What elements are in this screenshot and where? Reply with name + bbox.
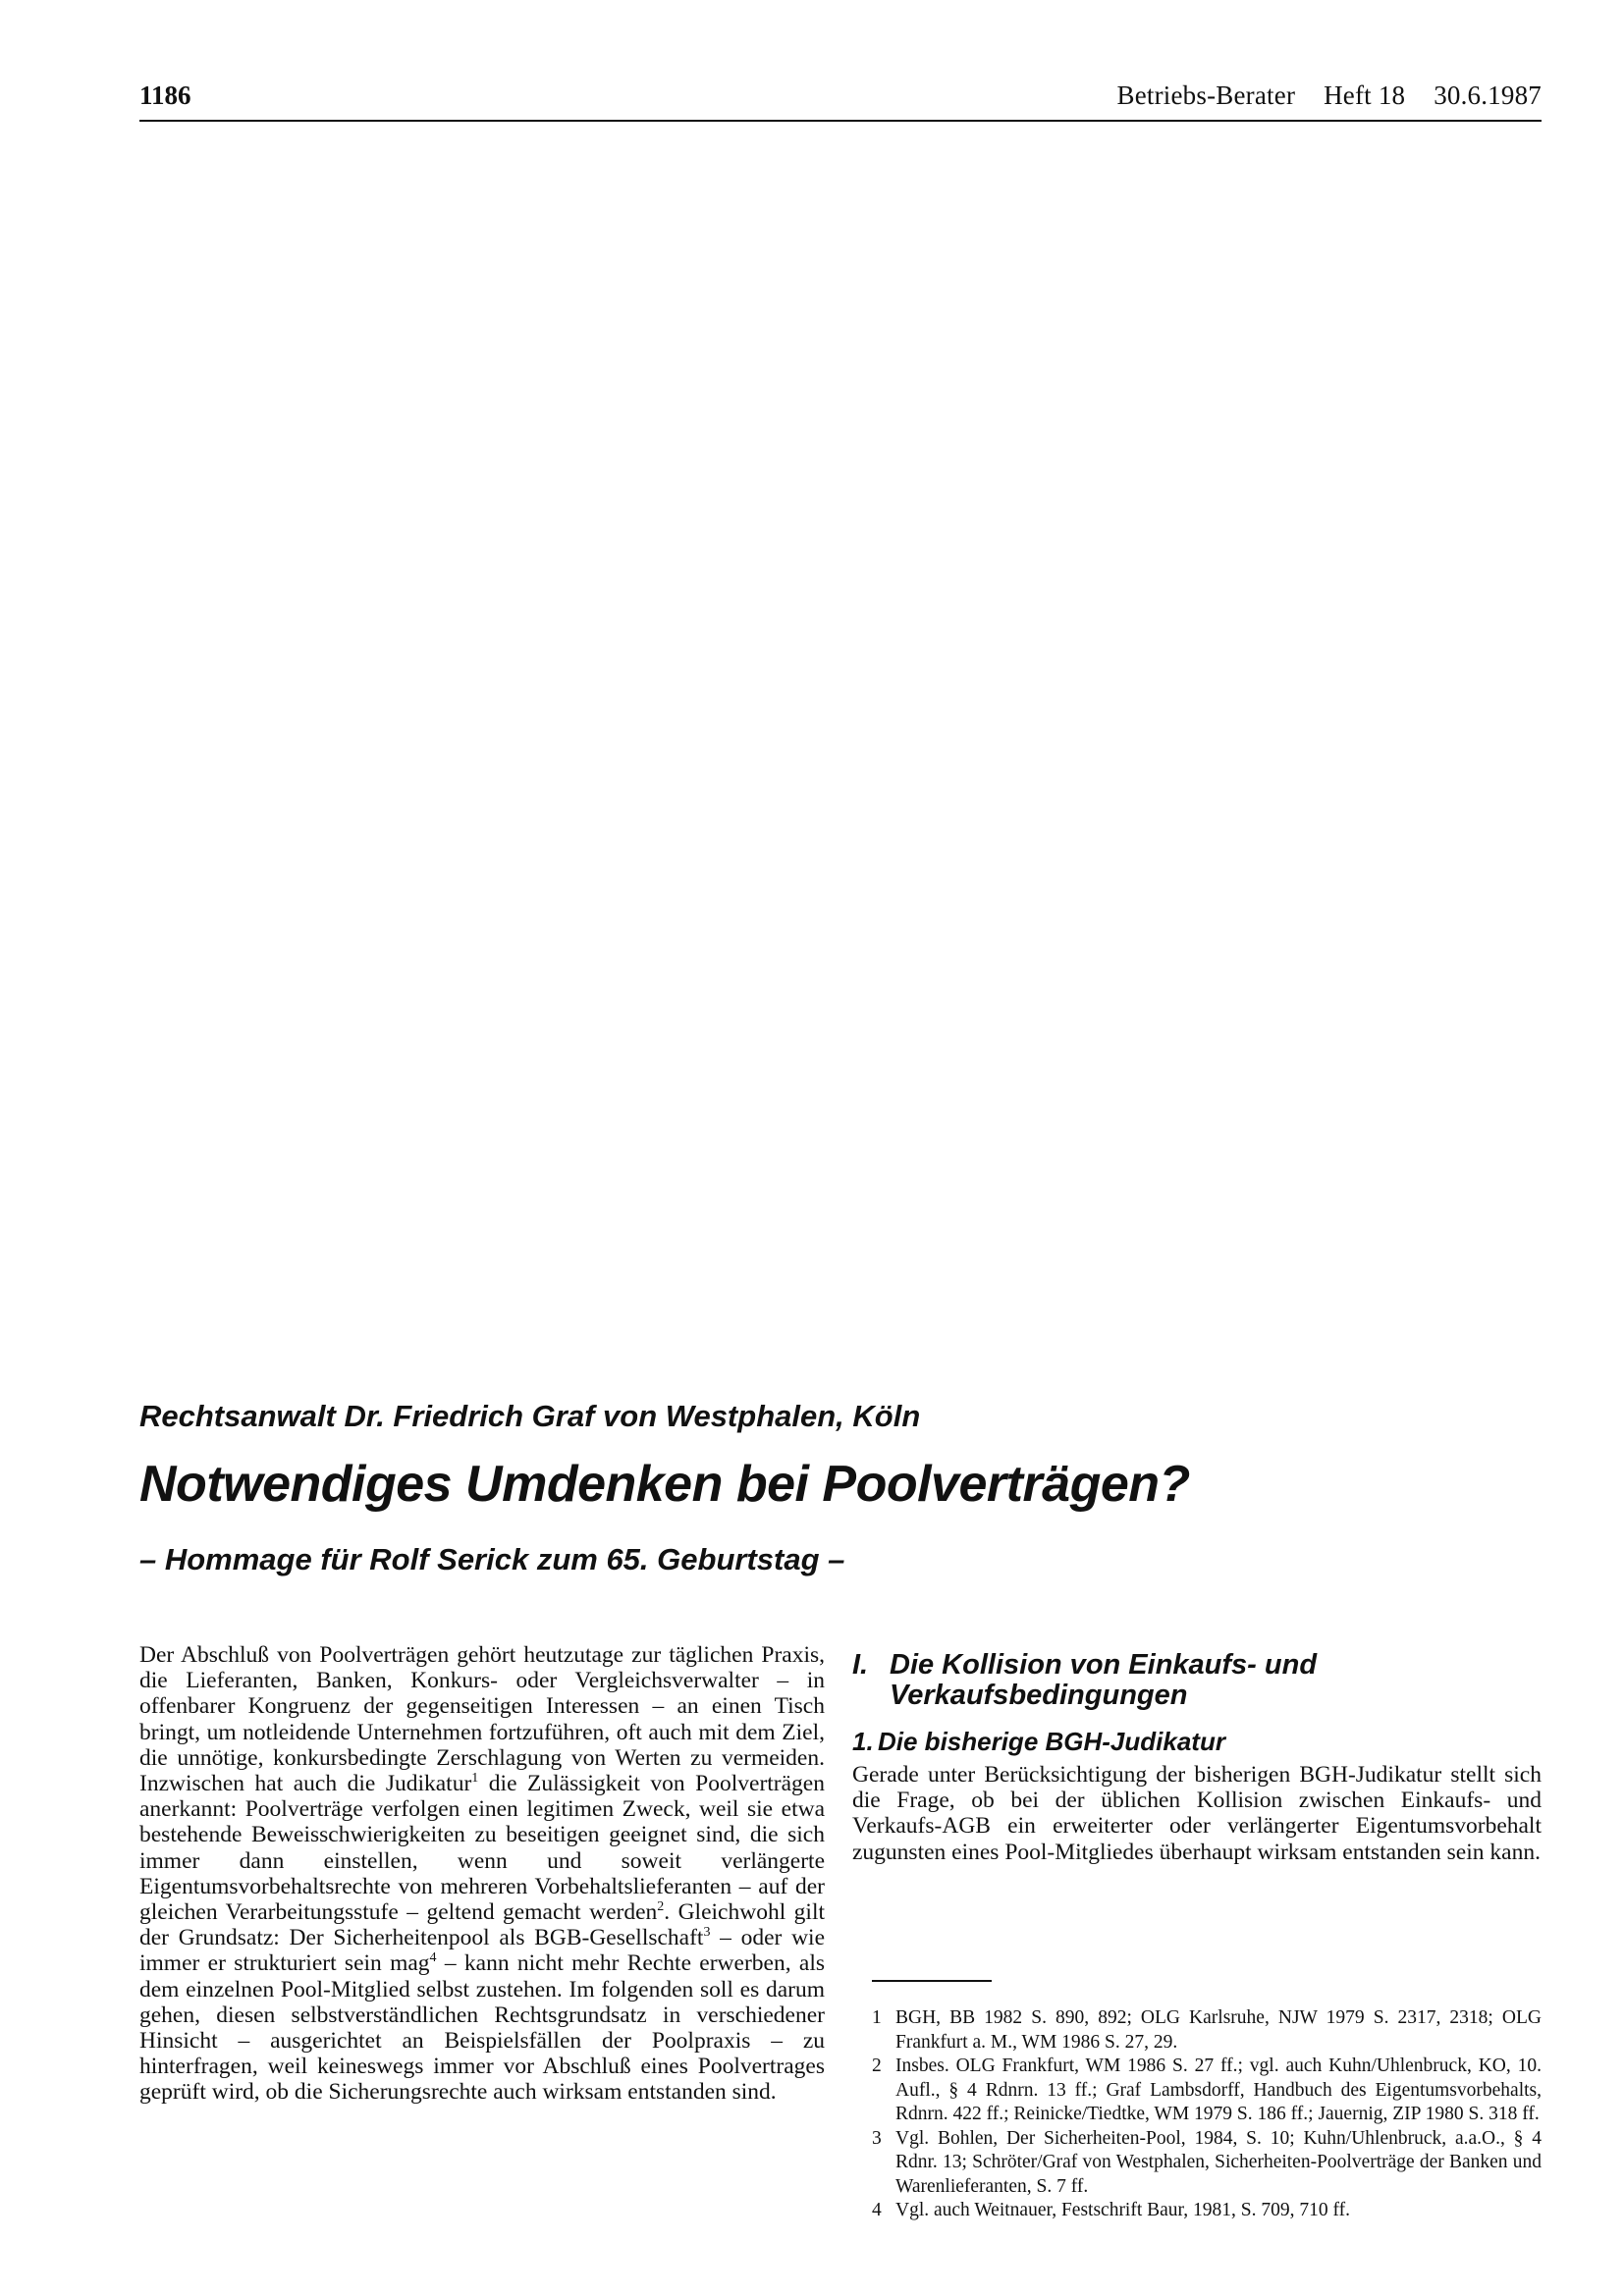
footnote-text: Vgl. auch Weitnauer, Festschrift Baur, 1981, S. 709, 710 ff. <box>895 2200 1350 2220</box>
section-number: I. <box>852 1649 869 1681</box>
intro-text-2: die Zulässigkeit von Poolverträgen anerkannt: Poolverträge verfolgen einen legitimen Zweck, weil sie etwa bestehende Beweisschwierigkeiten zu beseitigen geeignet sind, die sich immer dann einstellen, wenn und soweit verlängerte Eigentumsvorbehaltsrechte von mehreren Vorbehaltslieferanten – auf der gleichen Verarbeitungsstufe – geltend gemacht werden <box>139 1771 825 1926</box>
running-head <box>1117 80 1542 111</box>
footnote-number: 2 <box>872 2056 882 2076</box>
footnote-number: 3 <box>872 2127 882 2149</box>
intro-text-4: – oder wie immer er strukturiert sein mag <box>139 1925 825 1977</box>
subsection-title: Die bisherige BGH-Judikatur <box>878 1727 1225 1756</box>
article-subtitle: – Hommage für Rolf Serick zum 65. Geburtstag – <box>139 1542 845 1576</box>
footnotes <box>872 2006 1542 2223</box>
intro-paragraph <box>139 1642 825 2106</box>
footnote-ref-3: 3 <box>703 1925 711 1941</box>
body-column-left <box>139 1642 825 2106</box>
body-column-right <box>852 1642 1542 1865</box>
footnote-text: Insbes. OLG Frankfurt, WM 1986 S. 27 ff.; vgl. auch Kuhn/Uhlenbruck, KO, 10. Aufl., § 4 Rdnrn. 13 ff.; Graf Lambsdorff, Handbuch des Eigentumsvorbehalts, Rdnrn. 422 ff.; Reinicke/Tiedtke, WM 1979 S. 186 ff.; Jauernig, ZIP 1980 S. 318 ff. <box>895 2056 1542 2124</box>
intro-text-1: Der Abschluß von Poolverträgen gehört heutzutage zur täglichen Praxis, die Lieferanten, Banken, Konkurs- oder Vergleichsverwalter – in offenbarer Kongruenz der gegenseitigen Interessen – an einen Tisch bringt, um notleidende Unternehmen fortzuführen, oft auch mit dem Ziel, die unnötige, konkursbedingte Zerschlagung von Werten zu vermeiden. Inzwischen hat auch die Judikatur <box>139 1642 825 1797</box>
page-header <box>139 77 1542 122</box>
intro-text-5: – kann nicht mehr Rechte erwerben, als dem einzelnen Pool-Mitglied selbst zustehen. Im folgenden soll es darum gehen, diesen selbstverständlichen Rechtsgrundsatz in verschiedener Hinsicht – ausgerichtet an Beispielsfällen der Poolpraxis – zu hinterfragen, weil keineswegs immer vor Abschluß eines Poolvertrages geprüft wird, ob die Sicherungsrechte auch wirksam entstanden sind. <box>139 1950 825 2106</box>
page-number: 1186 <box>139 80 191 110</box>
footnote-number: 1 <box>872 2007 882 2028</box>
subsection-heading <box>852 1727 1542 1756</box>
section-heading <box>852 1650 1542 1711</box>
footnote-ref-4: 4 <box>429 1950 437 1966</box>
footnote-text: Vgl. Bohlen, Der Sicherheiten-Pool, 1984, S. 10; Kuhn/Uhlenbruck, a.a.O., § 4 Rdnr. 13; Schröter/Graf von Westphalen, Sicherheiten-Poolverträge der Banken und Warenlieferanten, S. 7 ff. <box>895 2127 1542 2197</box>
footnote-number: 4 <box>872 2200 882 2220</box>
journal-name: Betriebs-Berater <box>1116 80 1296 110</box>
subsection-number: 1. <box>852 1727 874 1756</box>
intro-text-3: . Gleichwohl gilt der Grundsatz: Der Sicherheitenpool als BGB-Gesellschaft <box>139 1899 826 1951</box>
footnote <box>872 2199 1542 2223</box>
issue-number: Heft 18 <box>1324 80 1406 110</box>
footnote-ref-2: 2 <box>657 1899 665 1915</box>
footnote <box>872 2055 1542 2127</box>
issue-date: 30.6.1987 <box>1434 80 1542 110</box>
footnote-ref-1: 1 <box>471 1771 479 1787</box>
footnote-text: BGH, BB 1982 S. 890, 892; OLG Karlsruhe, NJW 1979 S. 2317, 2318; OLG Frankfurt a. M., WM 1986 S. 27, 29. <box>895 2007 1542 2053</box>
footnote <box>872 2006 1542 2055</box>
author-line: Rechtsanwalt Dr. Friedrich Graf von Westphalen, Köln <box>139 1399 921 1433</box>
footnote-divider <box>872 1980 992 1982</box>
article-title: Notwendiges Umdenken bei Poolverträgen? <box>139 1456 1190 1513</box>
section-title: Die Kollision von Einkaufs- und Verkaufsbedingungen <box>890 1649 1318 1711</box>
footnote <box>872 2127 1542 2200</box>
section-paragraph: Gerade unter Berücksichtigung der bisherigen BGH-Judikatur stellt sich die Frage, ob bei der üblichen Kollision zwischen Einkaufs- und Verkaufs-AGB ein erweiterter oder verlängerter Eigentumsvorbehalt zugunsten eines Pool-Mitgliedes überhaupt wirksam entstanden sein kann. <box>852 1762 1542 1865</box>
